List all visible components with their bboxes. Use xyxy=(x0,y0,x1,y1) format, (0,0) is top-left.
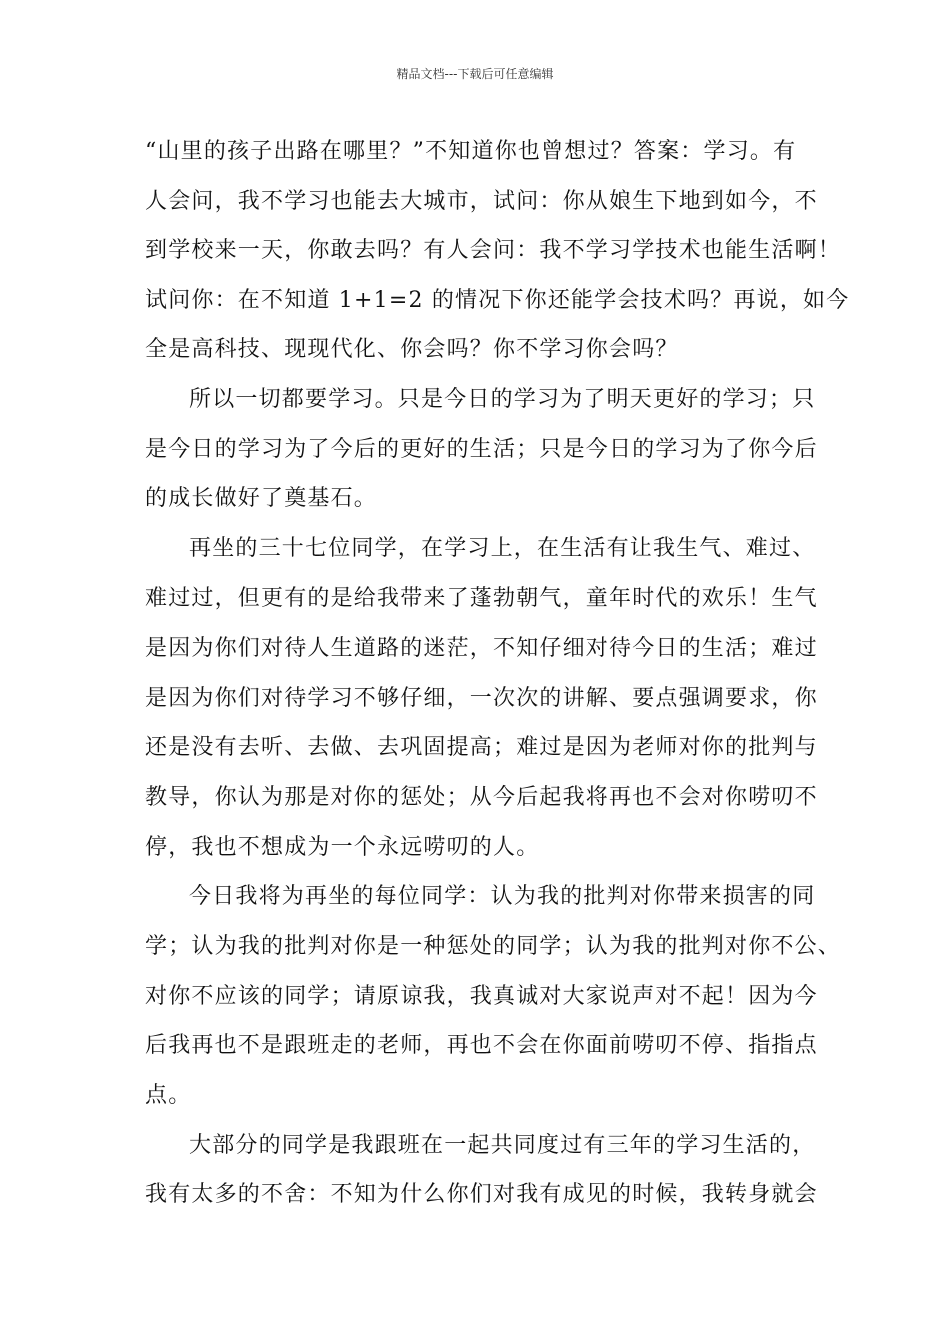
text-line: 学；认为我的批判对你是一种惩处的同学；认为我的批判对你不公、 xyxy=(145,934,842,959)
text-line: 人会问，我不学习也能去大城市，试问：你从娘生下地到如今，不 xyxy=(145,189,818,214)
text-line: 对你不应该的同学；请原谅我，我真诚对大家说声对不起！因为今 xyxy=(145,984,818,1009)
text-line: 我有太多的不舍：不知为什么你们对我有成见的时候，我转身就会 xyxy=(145,1182,818,1207)
text-line: 点。 xyxy=(145,1083,192,1108)
paragraph-first-line: 今日我将为再坐的每位同学：认为我的批判对你带来损害的同 xyxy=(189,884,816,909)
paragraph-first-line: 再坐的三十七位同学，在学习上，在生活有让我生气、难过、 xyxy=(189,536,816,561)
text-line: 全是高科技、现现代化、你会吗？你不学习你会吗？ xyxy=(145,337,679,362)
paragraph-first-line: 所以一切都要学习。只是今日的学习为了明天更好的学习；只 xyxy=(189,387,816,412)
page-header: 精品文档---下载后可任意编辑 xyxy=(396,67,554,81)
text-line: 停，我也不想成为一个永远唠叨的人。 xyxy=(145,835,540,860)
text-line: “山里的孩子出路在哪里？”不知道你也曾想过？答案：学习。有 xyxy=(145,139,797,164)
text-line: 的成长做好了奠基石。 xyxy=(145,486,378,511)
text-line: 试问你：在不知道 1+1=2 的情况下你还能学会技术吗？再说，如今 xyxy=(145,288,850,313)
text-line: 后我再也不是跟班走的老师，再也不会在你面前唠叨不停、指指点 xyxy=(145,1033,818,1058)
text-line: 难过过，但更有的是给我带来了蓬勃朝气，童年时代的欢乐！生气 xyxy=(145,586,818,611)
text-line: 是因为你们对待学习不够仔细，一次次的讲解、要点强调要求，你 xyxy=(145,686,818,711)
text-line: 到学校来一天，你敢去吗？有人会问：我不学习学技术也能生活啊！ xyxy=(145,238,842,263)
text-line: 是因为你们对待人生道路的迷茫，不知仔细对待今日的生活；难过 xyxy=(145,636,818,661)
text-line: 教导，你认为那是对你的惩处；从今后起我将再也不会对你唠叨不 xyxy=(145,785,818,810)
paragraph-first-line: 大部分的同学是我跟班在一起共同度过有三年的学习生活的， xyxy=(189,1133,816,1158)
text-line: 是今日的学习为了今后的更好的生活；只是今日的学习为了你今后 xyxy=(145,437,818,462)
text-line: 还是没有去听、去做、去巩固提高；难过是因为老师对你的批判与 xyxy=(145,735,818,760)
